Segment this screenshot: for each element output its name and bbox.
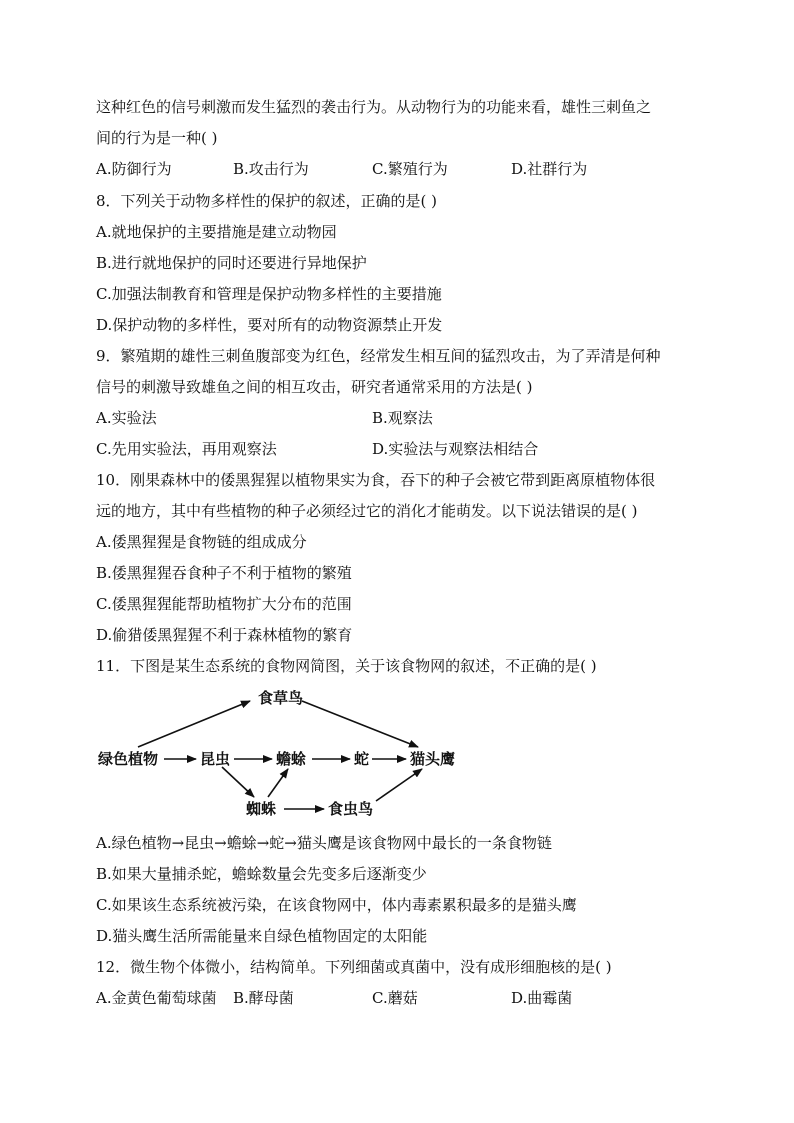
q7-option-d: D.社群行为 — [511, 160, 588, 178]
q10-option-b: B.倭黑猩猩吞食种子不利于植物的繁殖 — [96, 564, 352, 582]
q9-option-b: B.观察法 — [372, 409, 433, 427]
q7-option-c: C.繁殖行为 — [372, 160, 448, 178]
arrow-herbivore-bird-to-owl — [302, 701, 418, 747]
arrow-insect-to-spider — [222, 767, 254, 797]
q11-stem: 11．下图是某生态系统的食物网简图，关于该食物网的叙述，不正确的是( ) — [96, 657, 597, 675]
q8-option-a: A.就地保护的主要措施是建立动物园 — [96, 223, 337, 241]
q9-option-c: C.先用实验法，再用观察法 — [96, 440, 277, 458]
q8-option-c: C.加强法制教育和管理是保护动物多样性的主要措施 — [96, 285, 442, 303]
q12-option-a: A.金黄色葡萄球菌 — [96, 989, 217, 1007]
node-owl: 猫头鹰 — [410, 750, 456, 768]
q7-stem-line-2: 间的行为是一种( ) — [96, 129, 218, 147]
node-snake: 蛇 — [354, 750, 370, 768]
q11-option-b: B.如果大量捕杀蛇，蟾蜍数量会先变多后逐渐变少 — [96, 865, 427, 883]
node-herbivore-bird: 食草鸟 — [258, 689, 304, 707]
arrow-spider-to-toad — [268, 769, 288, 797]
q8-option-b: B.进行就地保护的同时还要进行异地保护 — [96, 254, 367, 272]
node-toad: 蟾蜍 — [276, 750, 307, 768]
node-insectivore-bird: 食虫鸟 — [328, 800, 374, 818]
food-web-diagram — [96, 683, 466, 825]
node-spider: 蜘蛛 — [246, 800, 277, 818]
node-green-plant: 绿色植物 — [98, 750, 159, 768]
q9-stem-line-1: 9．繁殖期的雄性三刺鱼腹部变为红色，经常发生相互间的猛烈攻击，为了弄清是何种 — [96, 347, 661, 365]
arrow-plant-to-herbivore-bird — [138, 701, 250, 747]
q10-option-c: C.倭黑猩猩能帮助植物扩大分布的范围 — [96, 595, 352, 613]
q8-stem: 8．下列关于动物多样性的保护的叙述，正确的是( ) — [96, 192, 438, 210]
q8-option-d: D.保护动物的多样性，要对所有的动物资源禁止开发 — [96, 316, 443, 334]
q10-stem-line-2: 远的地方，其中有些植物的种子必须经过它的消化才能萌发。以下说法错误的是( ) — [96, 502, 638, 520]
q9-option-a: A.实验法 — [96, 409, 157, 427]
q7-stem-line-1: 这种红色的信号刺激而发生猛烈的袭击行为。从动物行为的功能来看，雄性三刺鱼之 — [96, 98, 652, 116]
q9-stem-line-2: 信号的刺激导致雄鱼之间的相互攻击，研究者通常采用的方法是( ) — [96, 378, 533, 396]
q12-option-d: D.曲霉菌 — [511, 989, 573, 1007]
q11-option-c: C.如果该生态系统被污染，在该食物网中，体内毒素累积最多的是猫头鹰 — [96, 896, 577, 914]
q12-stem: 12．微生物个体微小，结构简单。下列细菌或真菌中，没有成形细胞核的是( ) — [96, 958, 612, 976]
q10-option-d: D.偷猎倭黑猩猩不利于森林植物的繁育 — [96, 626, 353, 644]
node-insect: 昆虫 — [200, 750, 231, 768]
q7-option-a: A.防御行为 — [96, 160, 172, 178]
arrow-insectivore-bird-to-owl — [376, 769, 422, 801]
q12-option-b: B.酵母菌 — [233, 989, 294, 1007]
q9-option-d: D.实验法与观察法相结合 — [372, 440, 539, 458]
q11-option-a: A.绿色植物→昆虫→蟾蜍→蛇→猫头鹰是该食物网中最长的一条食物链 — [96, 834, 552, 852]
q7-option-b: B.攻击行为 — [233, 160, 309, 178]
q10-stem-line-1: 10．刚果森林中的倭黑猩猩以植物果实为食，吞下的种子会被它带到距离原植物体很 — [96, 471, 656, 489]
q11-option-d: D.猫头鹰生活所需能量来自绿色植物固定的太阳能 — [96, 927, 428, 945]
q12-option-c: C.蘑菇 — [372, 989, 418, 1007]
q10-option-a: A.倭黑猩猩是食物链的组成成分 — [96, 533, 307, 551]
